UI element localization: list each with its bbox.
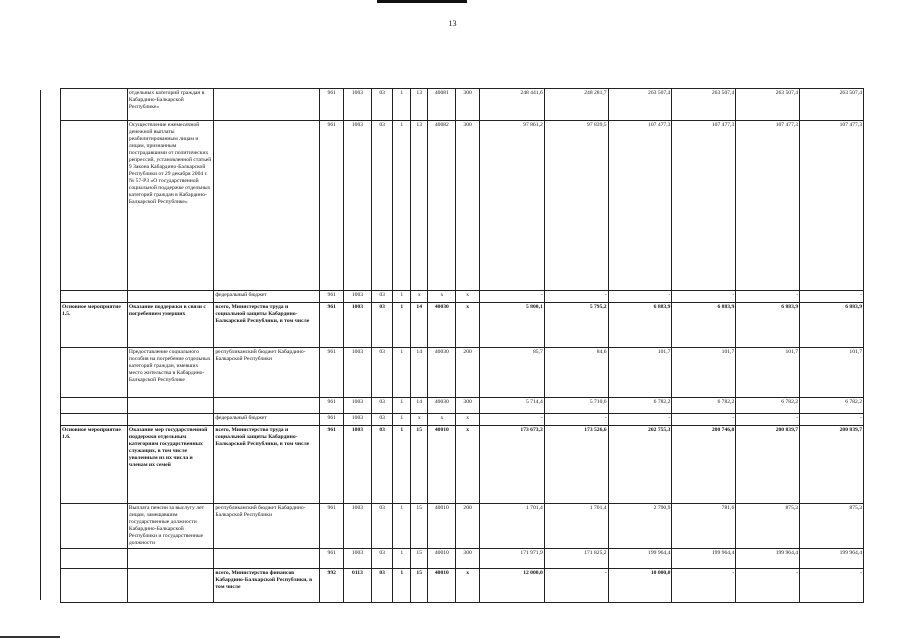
grbs-cell: 961 (320, 504, 344, 549)
value-2016-cell: 173 673,3 (479, 426, 544, 504)
event-cell (61, 121, 128, 291)
value-2019-cell: 107 477,3 (672, 121, 736, 291)
event-code-cell: 15 (410, 548, 428, 568)
event-cell: Основное мероприятие 1.5. (61, 303, 128, 348)
table-row (61, 548, 864, 568)
value-2020-cell: - (736, 568, 800, 602)
subprogram-cell: 1 (393, 398, 411, 414)
value-2019-cell: 263 507,4 (672, 89, 736, 121)
event-code-cell: 15 (410, 568, 428, 602)
value-2020-cell: 263 507,4 (736, 89, 800, 121)
grbs-cell: 961 (320, 303, 344, 348)
value-2016-cell: 171 971,9 (479, 548, 544, 568)
value-2016-cell: 12 000,0 (479, 568, 544, 602)
event-code-cell: 14 (410, 398, 428, 414)
name-cell (127, 398, 213, 414)
direction-cell: 40082 (428, 121, 456, 291)
expense-type-cell: х (456, 303, 480, 348)
name-cell (127, 291, 213, 303)
direction-cell: 40030 (428, 398, 456, 414)
direction-cell: 40030 (428, 303, 456, 348)
value-2016-cell: - (479, 291, 544, 303)
expense-type-cell: х (456, 291, 480, 303)
rzpr-cell: 1003 (344, 426, 372, 504)
name-cell: Предоставление социального пособия на погребение отдельных категорий граждан, имевших место жительства в Кабардино-Балкарской Республике (127, 348, 213, 398)
subprogram-cell: 1 (393, 504, 411, 549)
value-2017-cell: 5 710,6 (544, 398, 608, 414)
value-2020-cell: 6 883,9 (736, 303, 800, 348)
value-2018-cell: 199 964,4 (608, 548, 672, 568)
value-2021-cell: 199 964,4 (800, 548, 864, 568)
event-code-cell: 15 (410, 504, 428, 549)
value-2018-cell: 6 883,9 (608, 303, 672, 348)
value-2020-cell: 6 782,2 (736, 398, 800, 414)
value-2017-cell: 173 526,6 (544, 426, 608, 504)
table-row (61, 426, 864, 504)
event-code-cell: 13 (410, 89, 428, 121)
grbs-cell: 961 (320, 291, 344, 303)
event-code-cell: х (410, 414, 428, 426)
grbs-cell: 961 (320, 398, 344, 414)
program-cell: 03 (371, 348, 393, 398)
value-2020-cell: - (736, 414, 800, 426)
subprogram-cell: 1 (393, 426, 411, 504)
grbs-cell: 961 (320, 348, 344, 398)
program-cell: 03 (371, 548, 393, 568)
program-cell: 03 (371, 504, 393, 549)
program-cell: 03 (371, 398, 393, 414)
budget-table (60, 88, 864, 603)
value-2017-cell: - (544, 414, 608, 426)
rzpr-cell: 1003 (344, 504, 372, 549)
name-cell: Оказание мер государственной поддержки отдельным категориям государственных служащих, в том числе уволенным из их числа и членам их семей (127, 426, 213, 504)
value-2020-cell: 101,7 (736, 348, 800, 398)
expense-type-cell: х (456, 414, 480, 426)
event-code-cell: х (410, 291, 428, 303)
program-cell: 03 (371, 568, 393, 602)
value-2019-cell: - (672, 568, 736, 602)
source-cell (214, 89, 320, 121)
value-2019-cell: 199 964,4 (672, 548, 736, 568)
expense-type-cell: х (456, 426, 480, 504)
event-cell (61, 348, 128, 398)
grbs-cell: 961 (320, 121, 344, 291)
event-cell (61, 291, 128, 303)
rzpr-cell: 1003 (344, 398, 372, 414)
value-2018-cell: 101,7 (608, 348, 672, 398)
top-scan-mark (377, 0, 467, 3)
event-cell (61, 548, 128, 568)
program-cell: 03 (371, 303, 393, 348)
value-2021-cell: 200 839,7 (800, 426, 864, 504)
program-cell: 03 (371, 291, 393, 303)
value-2017-cell: 171 825,2 (544, 548, 608, 568)
expense-type-cell: 200 (456, 348, 480, 398)
rzpr-cell: 1003 (344, 291, 372, 303)
grbs-cell: 961 (320, 426, 344, 504)
event-cell (61, 89, 128, 121)
source-cell (214, 121, 320, 291)
value-2021-cell: 263 507,4 (800, 89, 864, 121)
rzpr-cell: 1003 (344, 548, 372, 568)
table-row (61, 291, 864, 303)
program-cell: 03 (371, 426, 393, 504)
direction-cell: х (428, 414, 456, 426)
value-2016-cell: 85,7 (479, 348, 544, 398)
value-2021-cell: - (800, 291, 864, 303)
direction-cell: х (428, 291, 456, 303)
subprogram-cell: 1 (393, 568, 411, 602)
source-cell: всего, Министерство труда и социальной защиты Кабардино-Балкарской Республики, в том числе (214, 426, 320, 504)
subprogram-cell: 1 (393, 414, 411, 426)
value-2019-cell: - (672, 291, 736, 303)
event-cell (61, 414, 128, 426)
value-2019-cell: 6 782,2 (672, 398, 736, 414)
value-2019-cell: 6 883,9 (672, 303, 736, 348)
expense-type-cell: х (456, 568, 480, 602)
value-2018-cell: 10 000,0 (608, 568, 672, 602)
direction-cell: 40081 (428, 89, 456, 121)
grbs-cell: 961 (320, 414, 344, 426)
value-2019-cell: 101,7 (672, 348, 736, 398)
table-row (61, 121, 864, 291)
table-row (61, 568, 864, 602)
subprogram-cell: 1 (393, 348, 411, 398)
value-2018-cell: 263 507,4 (608, 89, 672, 121)
name-cell (127, 548, 213, 568)
value-2017-cell: 97 839,5 (544, 121, 608, 291)
value-2016-cell: 97 861,2 (479, 121, 544, 291)
expense-type-cell: 300 (456, 121, 480, 291)
subprogram-cell: 1 (393, 303, 411, 348)
value-2018-cell: 2 790,9 (608, 504, 672, 549)
grbs-cell: 992 (320, 568, 344, 602)
value-2021-cell: 6 782,2 (800, 398, 864, 414)
value-2019-cell: 781,6 (672, 504, 736, 549)
source-cell (214, 548, 320, 568)
subprogram-cell: 1 (393, 548, 411, 568)
table-row (61, 89, 864, 121)
direction-cell: 40010 (428, 568, 456, 602)
event-cell: Основное мероприятие 1.6. (61, 426, 128, 504)
value-2016-cell: 5 800,1 (479, 303, 544, 348)
rzpr-cell: 0113 (344, 568, 372, 602)
value-2021-cell: 101,7 (800, 348, 864, 398)
name-cell: Оказание поддержки в связи с погребением умерших (127, 303, 213, 348)
table-row (61, 504, 864, 549)
direction-cell: 40010 (428, 426, 456, 504)
expense-type-cell: 200 (456, 504, 480, 549)
event-code-cell: 14 (410, 348, 428, 398)
rzpr-cell: 1003 (344, 121, 372, 291)
rzpr-cell: 1003 (344, 89, 372, 121)
direction-cell: 40010 (428, 504, 456, 549)
event-code-cell: 14 (410, 303, 428, 348)
source-cell: федеральный бюджет (214, 414, 320, 426)
value-2017-cell: 1 701,4 (544, 504, 608, 549)
value-2016-cell: 248 441,6 (479, 89, 544, 121)
table-row (61, 414, 864, 426)
value-2020-cell: - (736, 291, 800, 303)
value-2021-cell: 107 477,3 (800, 121, 864, 291)
rzpr-cell: 1003 (344, 414, 372, 426)
value-2017-cell: - (544, 568, 608, 602)
event-code-cell: 13 (410, 121, 428, 291)
value-2017-cell: 5 795,2 (544, 303, 608, 348)
direction-cell: 40010 (428, 548, 456, 568)
grbs-cell: 961 (320, 89, 344, 121)
source-cell (214, 398, 320, 414)
value-2019-cell: 200 746,0 (672, 426, 736, 504)
value-2020-cell: 107 477,3 (736, 121, 800, 291)
event-cell (61, 504, 128, 549)
value-2021-cell: - (800, 414, 864, 426)
event-cell (61, 398, 128, 414)
name-cell: Осуществление ежемесячной денежной выплаты реабилитированным лицам и лицам, признанным пострадавшими от политических репрессий, установленной статьей 9 Закона Кабардино-Балкарской Республики от 29 декабря 2004 г. № 57-РЗ «О государственной социальной поддержке отдельных категорий граждан в Кабардино-Балкарской Республике» (127, 121, 213, 291)
value-2018-cell: 6 782,2 (608, 398, 672, 414)
grbs-cell: 961 (320, 548, 344, 568)
page-number: 13 (448, 19, 457, 28)
expense-type-cell: 300 (456, 398, 480, 414)
program-cell: 03 (371, 121, 393, 291)
event-cell (61, 568, 128, 602)
rzpr-cell: 1003 (344, 303, 372, 348)
expense-type-cell: 300 (456, 89, 480, 121)
value-2018-cell: 202 755,3 (608, 426, 672, 504)
name-cell: Выплата пенсии за выслугу лет лицам, замещавшим государственные должности Кабардино-Балкарской Республики и государственные должности (127, 504, 213, 549)
program-cell: 03 (371, 414, 393, 426)
value-2019-cell: - (672, 414, 736, 426)
value-2021-cell: - (800, 568, 864, 602)
program-cell: 03 (371, 89, 393, 121)
value-2016-cell: 5 714,4 (479, 398, 544, 414)
source-cell: республиканский бюджет Кабардино-Балкарской Республики (214, 348, 320, 398)
value-2020-cell: 200 839,7 (736, 426, 800, 504)
source-cell: республиканский бюджет Кабардино-Балкарской Республики (214, 504, 320, 549)
value-2016-cell: - (479, 414, 544, 426)
value-2017-cell: 84,6 (544, 348, 608, 398)
table-row (61, 348, 864, 398)
value-2018-cell: - (608, 291, 672, 303)
value-2020-cell: 875,3 (736, 504, 800, 549)
subprogram-cell: 1 (393, 291, 411, 303)
value-2017-cell: - (544, 291, 608, 303)
direction-cell: 40030 (428, 348, 456, 398)
value-2017-cell: 248 281,7 (544, 89, 608, 121)
value-2018-cell: - (608, 414, 672, 426)
table-row (61, 303, 864, 348)
left-margin-line (40, 90, 41, 600)
value-2020-cell: 199 964,4 (736, 548, 800, 568)
source-cell: федеральный бюджет (214, 291, 320, 303)
expense-type-cell: 300 (456, 548, 480, 568)
event-code-cell: 15 (410, 426, 428, 504)
table-row (61, 398, 864, 414)
value-2021-cell: 875,3 (800, 504, 864, 549)
subprogram-cell: 1 (393, 121, 411, 291)
value-2016-cell: 1 701,4 (479, 504, 544, 549)
value-2021-cell: 6 883,9 (800, 303, 864, 348)
source-cell: всего, Министерство труда и социальной защиты Кабардино-Балкарской Республики, в том числе (214, 303, 320, 348)
rzpr-cell: 1003 (344, 348, 372, 398)
name-cell: отдельных категорий граждан в Кабардино-Балкарской Республике» (127, 89, 213, 121)
source-cell: всего, Министерство финансов Кабардино-Балкарской Республики, в том числе (214, 568, 320, 602)
bottom-scan-mark (0, 636, 60, 638)
name-cell (127, 414, 213, 426)
value-2018-cell: 107 477,3 (608, 121, 672, 291)
name-cell (127, 568, 213, 602)
subprogram-cell: 1 (393, 89, 411, 121)
